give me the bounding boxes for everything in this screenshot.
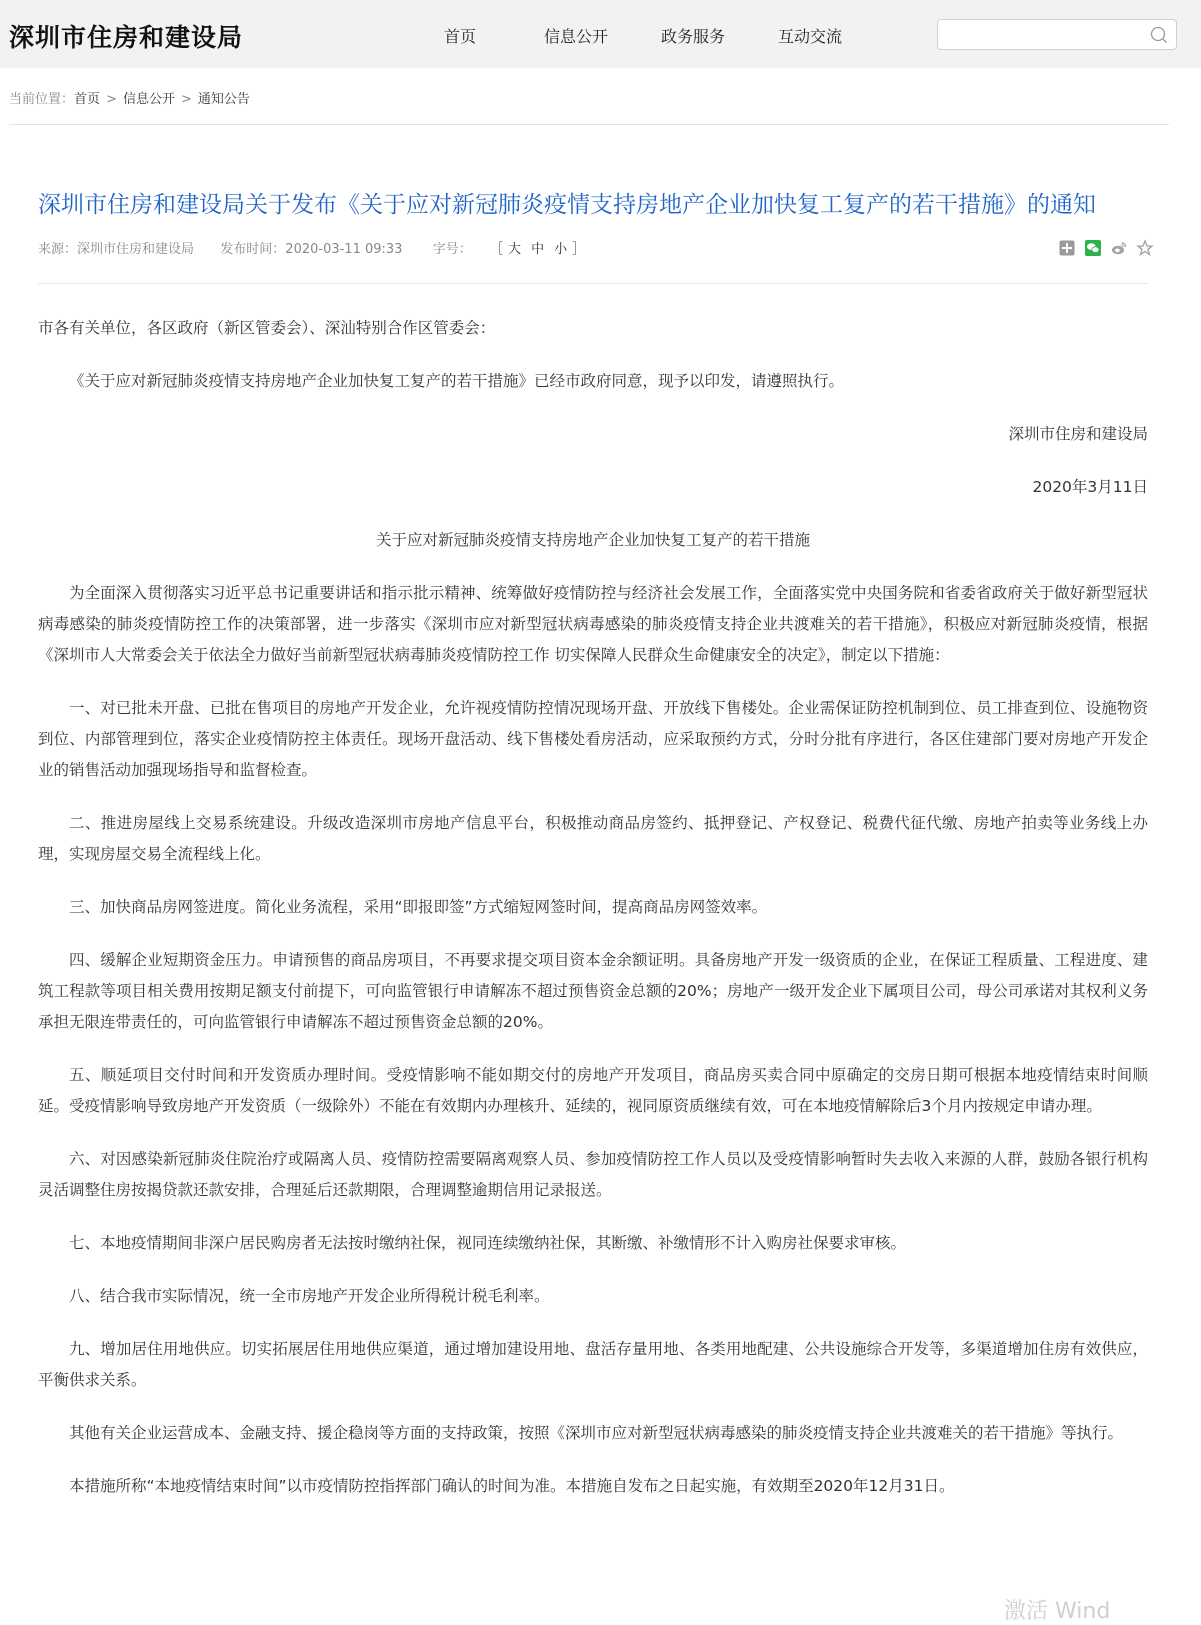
bracket-close: ］ (572, 242, 586, 257)
nav-item-home[interactable]: 首页 (444, 27, 477, 46)
bracket-open: ［ (490, 242, 504, 257)
activation-watermark: 激活 Wind (1004, 1599, 1111, 1624)
font-size-medium[interactable]: 中 (531, 242, 545, 257)
breadcrumb-prefix: 当前位置： (9, 92, 75, 107)
font-size-label: 字号： (432, 242, 472, 257)
paragraph: 七、本地疫情期间非深户居民购房者无法按时缴纳社保，视同连续缴纳社保，其断缴、补缴情形不计入购房社保要求审核。 (69, 1234, 907, 1252)
paragraph: 四、缓解企业短期资金压力。申请预售的商品房项目，不再要求提交项目资本金余额证明。具备房地产开发一级资质的企业，在保证工程质量、工程进度、建筑工程款等项目相关费用按期足额支付前提下，可向监管银行申请解冻不超过预售资金总额的20%；房地产一级开发企业下属项目公司，母公司承诺对其权利义务承担无限连带责任的，可向监管银行申请解冻不超过预售资金总额的20%。 (38, 951, 1148, 1031)
paragraph: 五、顺延项目交付时间和开发资质办理时间。受疫情影响不能如期交付的房地产开发项目，商品房买卖合同中原确定的交房日期可根据本地疫情结束时间顺延。受疫情影响导致房地产开发资质（一级除外）不能在有效期内办理核升、延续的，视同原资质继续有效，可在本地疫情解除后3个月内按规定申请办理。 (38, 1066, 1148, 1115)
breadcrumb-item-info-disclosure[interactable]: 信息公开 (122, 92, 175, 107)
search-box (937, 19, 1177, 50)
paragraph: 一、对已批未开盘、已批在售项目的房地产开发企业，允许视疫情防控情况现场开盘、开放线下售楼处。企业需保证防控机制到位、员工排查到位、设施物资到位、内部管理到位，落实企业疫情防控主体责任。现场开盘活动、线下售楼处看房活动，应采取预约方式，分时分批有序进行，各区住建部门要对房地产开发企业的销售活动加强现场指导和监督检查。 (38, 699, 1148, 779)
weibo-icon[interactable] (1111, 240, 1127, 256)
divider (38, 283, 1148, 284)
search-icon[interactable] (1150, 26, 1168, 44)
article-body (38, 313, 1148, 1524)
font-size-small[interactable]: 小 (554, 242, 568, 257)
paragraph: 为全面深入贯彻落实习近平总书记重要讲话和指示批示精神、统筹做好疫情防控与经济社会发展工作，全面落实党中央国务院和省委省政府关于做好新型冠状病毒感染的肺炎疫情防控工作的决策部署，进一步落实《深圳市应对新型冠状病毒感染的肺炎疫情支持企业共渡难关的若干措施》，积极应对新冠肺炎疫情，根据《深圳市人大常委会关于依法全力做好当前新型冠状病毒肺炎疫情防控工作 切实保障人民群众生命健康安全的决定》，制定以下措施： (38, 584, 1148, 664)
breadcrumb (9, 88, 250, 107)
paragraph: 本措施所称“本地疫情结束时间”以市疫情防控指挥部门确认的时间为准。本措施自发布之日起实施，有效期至2020年12月31日。 (69, 1477, 955, 1495)
breadcrumb-item-notices[interactable]: 通知公告 (197, 92, 250, 107)
share-plus-icon[interactable] (1059, 240, 1075, 256)
top-bar (0, 0, 1201, 68)
paragraph: 八、结合我市实际情况，统一全市房地产开发企业所得税计税毛利率。 (69, 1287, 550, 1305)
paragraph: 其他有关企业运营成本、金融支持、援企稳岗等方面的支持政策，按照《深圳市应对新型冠状病毒感染的肺炎疫情支持企业共渡难关的若干措施》等执行。 (69, 1424, 1124, 1442)
salutation: 市各有关单位，各区政府（新区管委会）、深汕特别合作区管委会： (38, 319, 496, 337)
favorite-star-icon[interactable] (1137, 240, 1153, 256)
breadcrumb-separator: > (180, 92, 192, 107)
article-publish-date: 发布时间：2020-03-11 09:33 (220, 242, 403, 257)
nav-item-info-disclosure[interactable]: 信息公开 (544, 27, 609, 46)
signature: 深圳市住房和建设局 (1008, 425, 1148, 443)
measures-subtitle: 关于应对新冠肺炎疫情支持房地产企业加快复工复产的若干措施 (375, 531, 810, 549)
paragraph: 六、对因感染新冠肺炎住院治疗或隔离人员、疫情防控需要隔离观察人员、参加疫情防控工作人员以及受疫情影响暂时失去收入来源的人群，鼓励各银行机构灵活调整住房按揭贷款还款安排，合理延后还款期限，合理调整逾期信用记录报送。 (38, 1150, 1148, 1199)
sign-date: 2020年3月11日 (1032, 478, 1148, 496)
nav-item-interaction[interactable]: 互动交流 (778, 27, 843, 46)
site-logo-title[interactable]: 深圳市住房和建设局 (9, 23, 244, 52)
breadcrumb-separator: > (106, 92, 117, 107)
search-input[interactable] (946, 24, 1136, 46)
paragraph: 九、增加居住用地供应。切实拓展居住用地供应渠道，通过增加建设用地、盘活存量用地、各类用地配建、公共设施综合开发等，多渠道增加住房有效供应，平衡供求关系。 (38, 1340, 1148, 1389)
wechat-icon[interactable] (1085, 240, 1101, 256)
article-title: 深圳市住房和建设局关于发布《关于应对新冠肺炎疫情支持房地产企业加快复工复产的若干措施》的通知 (38, 192, 1096, 218)
article-source: 来源：深圳市住房和建设局 (38, 242, 195, 257)
breadcrumb-item-home[interactable]: 首页 (74, 92, 101, 107)
article-meta (38, 238, 585, 257)
intro-paragraph: 《关于应对新冠肺炎疫情支持房地产企业加快复工复产的若干措施》已经市政府同意，现予以印发，请遵照执行。 (69, 372, 845, 390)
paragraph: 三、加快商品房网签进度。简化业务流程，采用“即报即签”方式缩短网签时间，提高商品房网签效率。 (69, 898, 768, 916)
font-size-switcher (490, 242, 585, 257)
nav-item-gov-services[interactable]: 政务服务 (661, 27, 726, 46)
font-size-large[interactable]: 大 (508, 242, 522, 257)
divider (9, 124, 1169, 125)
share-toolbar (1054, 240, 1153, 256)
paragraph: 二、推进房屋线上交易系统建设。升级改造深圳市房地产信息平台，积极推动商品房签约、抵押登记、产权登记、税费代征代缴、房地产拍卖等业务线上办理，实现房屋交易全流程线上化。 (38, 814, 1148, 863)
